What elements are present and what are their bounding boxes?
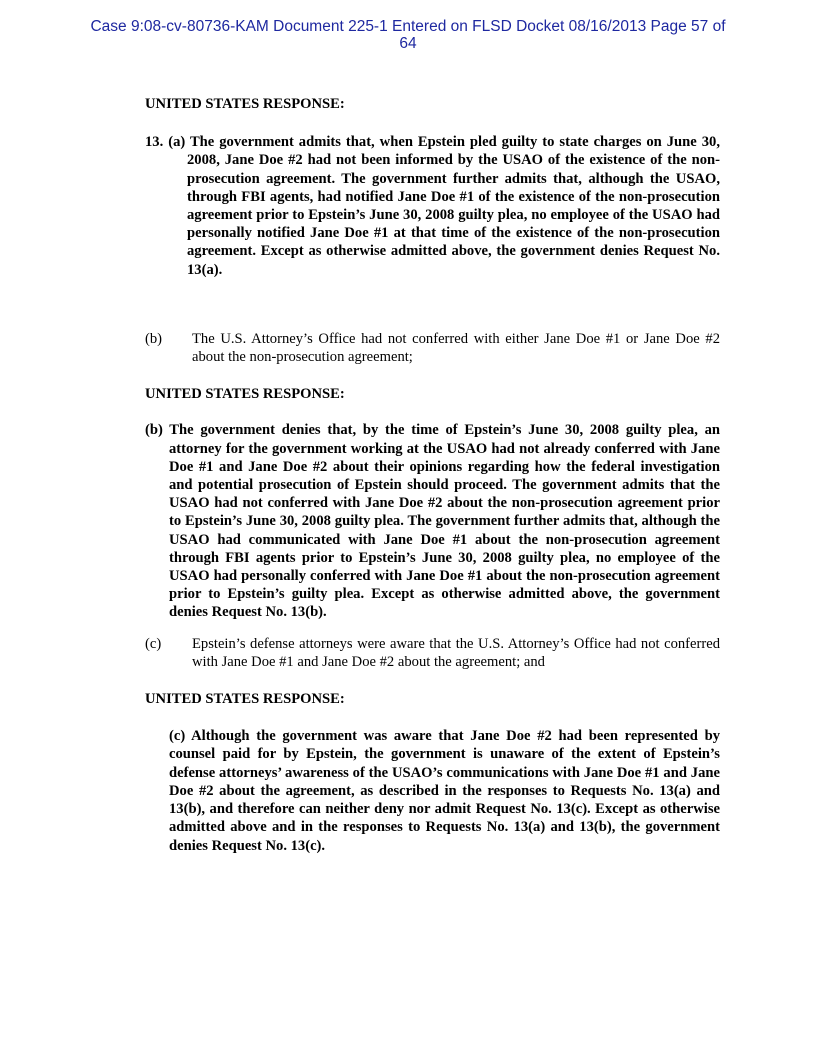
response-heading-b: UNITED STATES RESPONSE: (145, 386, 345, 403)
response-heading-a: UNITED STATES RESPONSE: (145, 96, 345, 112)
response-13c: (c) Although the government was aware that Jane Doe #2 had been represented by counsel paid for by Epstein, the government is unaware of the extent of Epstein’s defense attorneys’ awareness of the USAO’s communications with Jane Doe #1 and Jane Doe #2 about the agreement, as described in the responses to Requests No. 13(a) and 13(b), and therefore can neither deny nor admit Request No. 13(c). Except as otherwise admitted above and in the responses to Requests No. 13(a) and 13(b), the government denies Request No. 13(c). (169, 728, 720, 854)
request-13c-label: (c) (145, 635, 162, 652)
docket-header-line-1: Case 9:08-cv-80736-KAM Document 225-1 Entered on FLSD Docket 08/16/2013 Page 57 of (90, 18, 726, 35)
docket-header-line-2: 64 (399, 35, 417, 52)
request-13b-label: (b) (145, 330, 163, 347)
request-13c (145, 635, 720, 671)
request-13c-text: Epstein’s defense attorneys were aware that the U.S. Attorney’s Office had not conferred with Jane Doe #1 and Jane Doe #2 about the agreement; and (192, 635, 720, 670)
request-13b (145, 330, 720, 366)
response-13b: (b) The government denies that, by the time of Epstein’s June 30, 2008 guilty plea, an attorney for the government working at the USAO had not already conferred with Jane Doe #1 and Jane Doe #2 about their opinions regarding how the federal investigation and potential prosecution of Epstein should proceed. The government admits that the USAO had not conferred with Jane Doe #2 about the non-prosecution agreement prior to Epstein’s June 30, 2008 guilty plea. The government further admits that, although the USAO had communicated with Jane Doe #1 about the non-prosecution agreement through FBI agents prior to Epstein’s June 30, 2008 guilty plea, no employee of the USAO had personally conferred with Jane Doe #1 about the non-prosecution agreement prior to Epstein’s guilty plea. Except as otherwise admitted above, the government denies Request No. 13(b). (145, 422, 720, 621)
request-13b-text: The U.S. Attorney’s Office had not conferred with either Jane Doe #1 or Jane Doe #2 about the non-prosecution agreement; (192, 330, 720, 366)
response-heading-c: UNITED STATES RESPONSE: (145, 691, 345, 708)
document-body (145, 95, 720, 855)
response-13a: 13. (a) The government admits that, when Epstein pled guilty to state charges on June 30, 2008, Jane Doe #2 had not been informed by the USAO of the existence of the non-prosecution agreement. The government further admits that, although the USAO, through FBI agents, had notified Jane Doe #1 of the existence of the non-prosecution agreement prior to Epstein’s June 30, 2008 guilty plea, no employee of the USAO had personally notified Jane Doe #1 at that time of the existence of the non-prosecution agreement. Except as otherwise admitted above, the government denies Request No. 13(a). (145, 134, 720, 278)
docket-header (40, 18, 776, 52)
